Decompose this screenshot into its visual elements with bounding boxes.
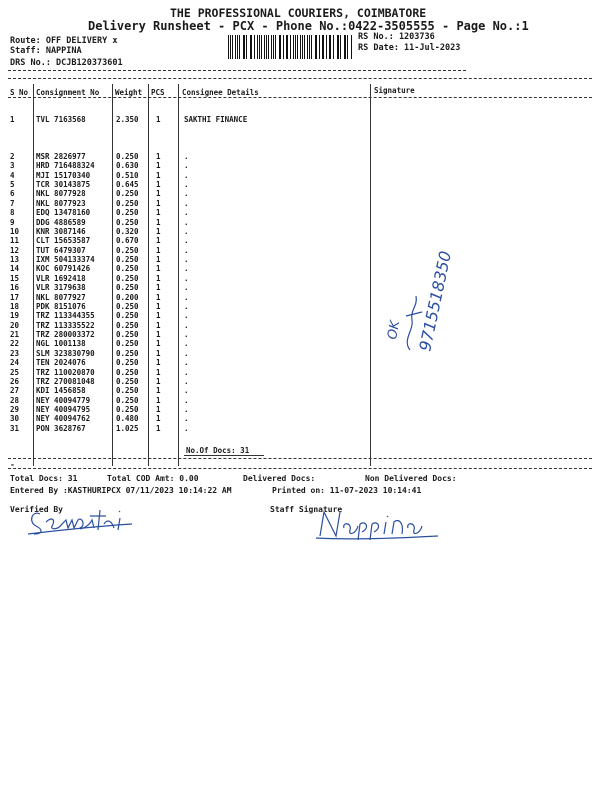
row-weight: 0.250 [116,273,139,283]
row-consignee: . [184,198,189,208]
row-weight: 0.250 [116,395,139,405]
row-sno: 17 [10,292,20,302]
row-sno: 7 [10,198,15,208]
row-pcs: 1 [156,339,161,349]
row-consignee: . [184,414,189,424]
row-sno: 8 [10,208,15,218]
row-sno: 9 [10,217,15,227]
barcode-bar [315,35,316,59]
barcode-bar [268,35,269,59]
row-sno: 27 [10,386,20,396]
table-row [0,180,370,189]
delivered-docs: Delivered Docs: [243,474,316,483]
row-consignment: NKL 8077923 [36,198,86,208]
row-consignee: . [184,423,189,433]
row-pcs: 1 [156,423,161,433]
row-consignment: TRZ 110020870 [36,367,95,377]
row-consignment: TEN 2024076 [36,358,86,368]
row-sno: 28 [10,395,20,405]
column-header-consignee: Consignee Details [182,88,259,97]
row-pcs: 1 [156,245,161,255]
row-sno: 14 [10,264,20,274]
footer-dash-mark: - [10,460,15,469]
row-pcs: 1 [156,189,161,199]
table-row [0,171,370,180]
barcode-bar [326,35,327,59]
no-of-docs-underline [184,455,264,456]
table-row [0,283,370,292]
row-pcs: 1 [156,273,161,283]
row-sno: 23 [10,348,20,358]
table-row [0,246,370,255]
rs-number: RS No.: 1203736 [358,32,435,42]
table-row [0,414,370,423]
row-weight: 0.200 [116,292,139,302]
row-consignment: VLR 1692418 [36,273,86,283]
column-header-divider [8,97,592,98]
row-sno: 18 [10,301,20,311]
row-consignee: . [184,311,189,321]
row-consignment: NEY 40094762 [36,414,91,424]
row-consignee: . [184,339,189,349]
barcode-bar [261,35,262,59]
row-consignment: MJI 15170340 [36,170,91,180]
row-weight: 0.250 [116,404,139,414]
row-weight: 0.250 [116,208,139,218]
verifier-signature [22,500,142,540]
row-consignment: NEY 40094779 [36,395,91,405]
barcode-bar [319,35,320,59]
barcode-bar [307,35,308,59]
row-consignment: IXM 504133374 [36,255,95,265]
drs-number: DRS No.: DCJB120373601 [10,58,123,68]
table-row [0,368,370,377]
row-pcs: 1 [156,115,161,124]
phone-number-handwriting: 9715518350 [415,249,456,353]
table-row [0,386,370,395]
column-line [370,84,371,466]
barcode-bar [297,35,298,59]
row-pcs: 1 [156,161,161,171]
row-sno: 3 [10,161,15,171]
route-label: Route: OFF DELIVERY x [10,36,118,46]
table-row [0,274,370,283]
barcode-bar [250,35,251,59]
barcode-bar [286,35,287,59]
handwritten-phone-note [372,220,502,360]
row-weight: 0.250 [116,245,139,255]
row-consignment: TRZ 113335522 [36,320,95,330]
barcode-bar [344,35,345,59]
non-delivered-docs: Non Delivered Docs: [365,474,457,483]
row-consignment: NKL 8077927 [36,292,86,302]
row-weight: 0.250 [116,348,139,358]
staff-signature-handwriting [312,506,442,542]
row-consignee: . [184,245,189,255]
row-consignee: . [184,264,189,274]
row-sno: 4 [10,170,15,180]
table-row [0,349,370,358]
row-consignee: . [184,292,189,302]
header-divider [8,70,466,71]
row-sno: 6 [10,189,15,199]
table-row [0,339,370,348]
row-consignment: TRZ 280003372 [36,330,95,340]
barcode-bar [337,35,338,59]
column-header-sno: S No [10,88,29,97]
barcode-image [228,35,352,59]
row-weight: 0.250 [116,217,139,227]
row-weight: 0.250 [116,339,139,349]
row-weight: 1.025 [116,423,139,433]
row-consignment: PDK 8151076 [36,301,86,311]
row-weight: 0.250 [116,330,139,340]
footer-divider-2 [8,468,592,469]
table-row [0,152,370,161]
row-sno: 20 [10,320,20,330]
row-weight: 0.250 [116,367,139,377]
barcode-bar [333,35,334,59]
printed-on: Printed on: 11-07-2023 10:14:41 [272,486,422,495]
row-weight: 0.645 [116,180,139,190]
barcode-bar [246,35,247,59]
ok-note: OK [385,319,404,341]
row-consignment: TVL 7163568 [36,115,86,124]
row-sno: 11 [10,236,20,246]
row-pcs: 1 [156,311,161,321]
row-weight: 0.250 [116,301,139,311]
row-weight: 0.250 [116,358,139,368]
table-row [0,358,370,367]
row-pcs: 1 [156,386,161,396]
row-pcs: 1 [156,301,161,311]
row-consignment: DDG 4886589 [36,217,86,227]
row-weight: 0.250 [116,283,139,293]
row-consignee: . [184,395,189,405]
row-pcs: 1 [156,198,161,208]
row-pcs: 1 [156,152,161,161]
row-pcs: 1 [156,358,161,368]
row-consignee: . [184,283,189,293]
row-sno: 24 [10,358,20,368]
row-consignment: EDQ 13478160 [36,208,91,218]
barcode-bar [228,35,229,59]
row-consignee: . [184,348,189,358]
row-consignment: TCR 30143875 [36,180,91,190]
row-consignment: TUT 6479307 [36,245,86,255]
row-weight: 0.250 [116,198,139,208]
row-consignee: . [184,404,189,414]
row-weight: 0.250 [116,320,139,330]
row-consignment: KDI 1456858 [36,386,86,396]
row-consignee: . [184,189,189,199]
row-consignment: HRD 716488324 [36,161,95,171]
row-consignee: . [184,161,189,171]
footer-divider [8,458,592,459]
row-consignment: TRZ 270081048 [36,376,95,386]
column-header-weight: Weight [115,88,143,97]
row-consignment: PON 3628767 [36,423,86,433]
row-pcs: 1 [156,320,161,330]
row-sno: 30 [10,414,20,424]
row-consignment: KOC 60791426 [36,264,91,274]
staff-label: Staff: NAPPINA [10,46,82,56]
runsheet-title: Delivery Runsheet - PCX - Phone No.:0422-3505555 - Page No.:1 [88,19,529,33]
table-row [0,293,370,302]
barcode-bar [235,35,236,59]
row-sno: 5 [10,180,15,190]
row-weight: 0.250 [116,255,139,265]
row-consignment: SLM 323830790 [36,348,95,358]
row-pcs: 1 [156,348,161,358]
row-pcs: 1 [156,283,161,293]
row-weight: 0.250 [116,264,139,274]
barcode-bar [237,35,238,59]
row-consignment: KNR 3087146 [36,226,86,236]
total-cod-amount: Total COD Amt: 0.00 [107,474,199,483]
company-name: THE PROFESSIONAL COURIERS, COIMBATORE [170,6,427,20]
row-sno: 31 [10,423,20,433]
table-row [0,236,370,245]
row-pcs: 1 [156,170,161,180]
row-pcs: 1 [156,236,161,246]
row-consignee: . [184,180,189,190]
row-consignee: SAKTHI FINANCE [184,115,248,124]
row-sno: 10 [10,226,20,236]
table-row [0,199,370,208]
row-consignee: . [184,217,189,227]
row-consignee: . [184,226,189,236]
rs-date: RS Date: 11-Jul-2023 [358,43,461,53]
row-pcs: 1 [156,414,161,424]
row-consignment: MSR 2826977 [36,152,86,161]
header-divider-2 [8,78,592,79]
row-sno: 12 [10,245,20,255]
table-row [0,405,370,414]
row-weight: 0.480 [116,414,139,424]
row-consignee: . [184,170,189,180]
table-row [0,321,370,330]
row-consignee: . [184,208,189,218]
row-consignee: . [184,273,189,283]
barcode-bar [304,35,305,59]
row-consignee: . [184,376,189,386]
row-sno: 22 [10,339,20,349]
barcode-bar [254,35,255,59]
row-sno: 26 [10,376,20,386]
table-row [0,302,370,311]
row-pcs: 1 [156,180,161,190]
row-sno: 15 [10,273,20,283]
entered-by: Entered By :KASTHURIPCX 07/11/2023 10:14:22 AM [10,486,232,495]
column-header-signature: Signature [374,86,415,95]
barcode-bar [290,35,291,59]
row-consignee: . [184,236,189,246]
row-consignment: CLT 15653587 [36,236,91,246]
table-row [0,189,370,198]
row-pcs: 1 [156,217,161,227]
row-pcs: 1 [156,292,161,302]
barcode-bar [351,35,352,59]
column-header-pcs: PCS [151,88,165,97]
row-weight: 0.670 [116,236,139,246]
row-consignment: VLR 3179638 [36,283,86,293]
table-row [0,115,370,124]
row-weight: 0.250 [116,152,139,161]
row-consignment: NKL 8077928 [36,189,86,199]
row-sno: 1 [10,115,15,124]
row-consignment: TRZ 113344355 [36,311,95,321]
row-consignee: . [184,320,189,330]
table-row [0,227,370,236]
row-pcs: 1 [156,264,161,274]
table-row [0,255,370,264]
verified-by-label: Verified By [10,505,63,514]
row-weight: 2.350 [116,115,139,124]
row-consignee: . [184,386,189,396]
total-docs: Total Docs: 31 [10,474,78,483]
table-row [0,377,370,386]
staff-signature-label: Staff Signature [270,505,343,514]
row-pcs: 1 [156,330,161,340]
row-consignee: . [184,330,189,340]
table-row [0,396,370,405]
row-pcs: 1 [156,226,161,236]
row-sno: 19 [10,311,20,321]
barcode-bar [273,35,274,59]
row-weight: 0.250 [116,386,139,396]
table-row [0,218,370,227]
row-pcs: 1 [156,395,161,405]
table-row [0,264,370,273]
table-row [0,311,370,320]
column-header-consignment: Consignment No [36,88,100,97]
row-consignee: . [184,255,189,265]
row-consignee: . [184,301,189,311]
row-weight: 0.250 [116,376,139,386]
row-pcs: 1 [156,376,161,386]
row-sno: 2 [10,152,15,161]
row-sno: 25 [10,367,20,377]
row-weight: 0.320 [116,226,139,236]
row-pcs: 1 [156,404,161,414]
table-row [0,161,370,170]
row-sno: 13 [10,255,20,265]
row-weight: 0.510 [116,170,139,180]
row-consignee: . [184,367,189,377]
table-row [0,424,370,433]
row-pcs: 1 [156,255,161,265]
row-weight: 0.250 [116,189,139,199]
table-row [0,208,370,217]
row-pcs: 1 [156,367,161,377]
row-sno: 21 [10,330,20,340]
row-consignee: . [184,358,189,368]
row-weight: 0.250 [116,311,139,321]
barcode-bar [275,35,276,59]
row-weight: 0.630 [116,161,139,171]
row-consignment: NEY 40094795 [36,404,91,414]
row-consignee: . [184,152,189,161]
row-sno: 16 [10,283,20,293]
row-sno: 29 [10,404,20,414]
row-consignment: NGL 1001138 [36,339,86,349]
row-pcs: 1 [156,208,161,218]
no-of-docs: No.Of Docs: 31 [186,446,250,455]
table-row [0,330,370,339]
